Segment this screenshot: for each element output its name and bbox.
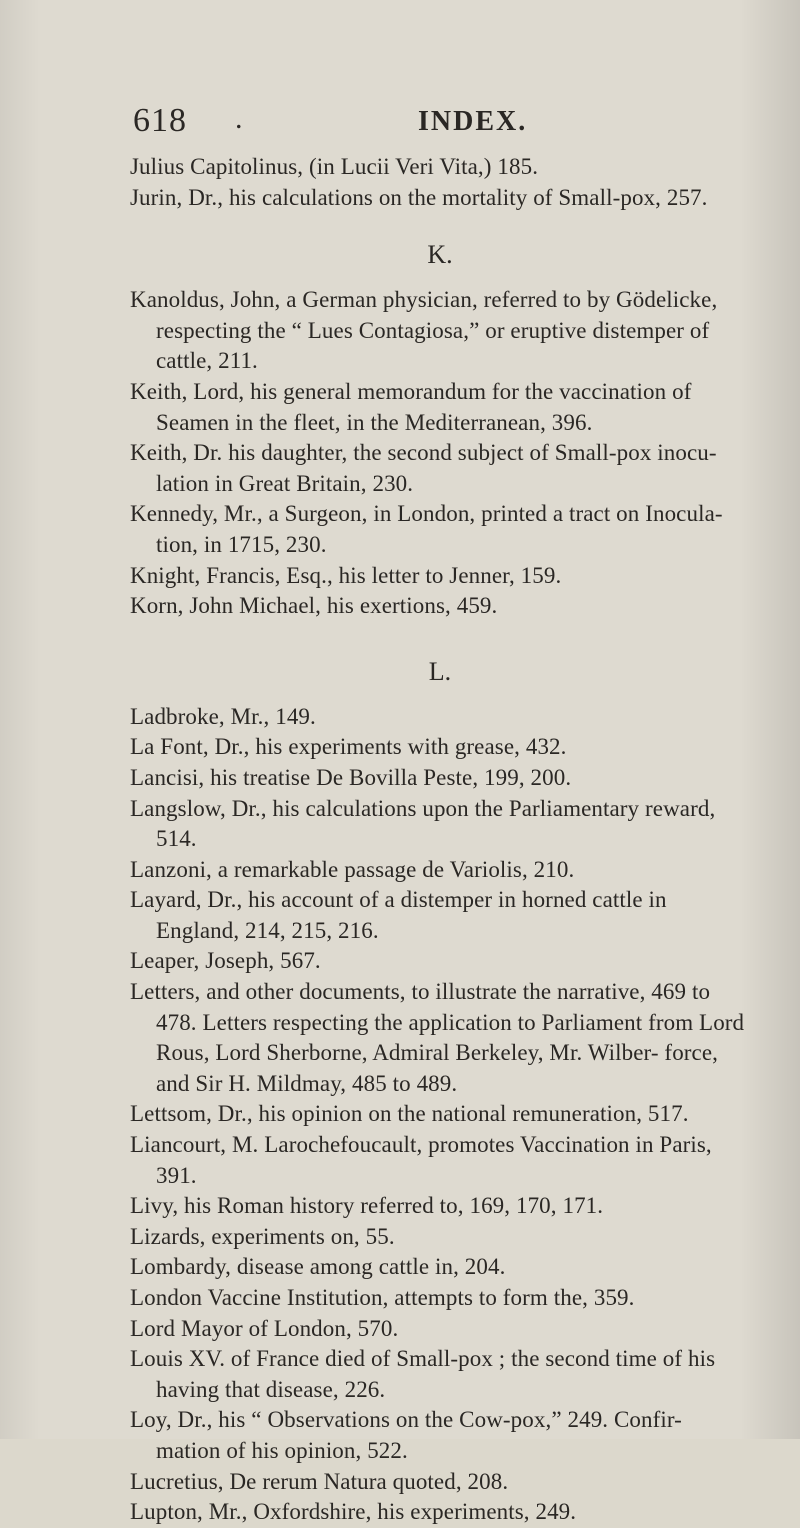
index-entry: Lanzoni, a remarkable passage de Variolis, 210. xyxy=(130,856,575,882)
index-entry: Jurin, Dr., his calculations on the mortality of Small-pox, 257. xyxy=(130,184,708,210)
index-entry: Korn, John Michael, his exertions, 459. xyxy=(130,593,498,619)
index-entry: London Vaccine Institution, attempts to form the, 359. xyxy=(130,1285,635,1310)
index-content xyxy=(130,152,750,1528)
page-number: 618 xyxy=(133,102,187,139)
section-letter-k: K. xyxy=(427,240,453,270)
index-entry: Layard, Dr., his account of a distemper in horned cattle in England, 214, 215, 216. xyxy=(130,887,667,943)
section-letter-l: L. xyxy=(428,656,452,686)
index-entry: Lord Mayor of London, 570. xyxy=(130,1315,399,1341)
index-entry: Keith, Lord, his general memorandum for the vaccination of Seamen in the fleet, in the Mediterranean, 396. xyxy=(130,378,692,435)
running-head: INDEX. xyxy=(418,106,528,137)
index-entry: Lupton, Mr., Oxfordshire, his experiments, 249. xyxy=(130,1499,577,1525)
index-entry: Langslow, Dr., his calculations upon the Parliamentary reward, 514. xyxy=(130,795,716,852)
header-separator: . xyxy=(235,102,243,135)
index-entry: La Font, Dr., his experiments with grease, 432. xyxy=(130,734,567,760)
index-entry: Loy, Dr., his “ Observations on the Cow-pox,” 249. Confir- mation of his opinion, 522. xyxy=(130,1407,682,1463)
index-entry: Ladbroke, Mr., 149. xyxy=(130,703,316,729)
index-entry: Letters, and other documents, to illustrate the narrative, 469 to 478. Letters respecting the application to Parliament from Lord Rous, Lord Sherborne, Admiral Berkeley, Mr. Wilber- force, and Sir H. Mildmay, 485 to 489. xyxy=(130,979,745,1096)
index-entry: Lucretius, De rerum Natura quoted, 208. xyxy=(130,1468,509,1494)
index-entry: Lombardy, disease among cattle in, 204. xyxy=(130,1254,506,1280)
index-entry: Kennedy, Mr., a Surgeon, in London, printed a tract on Inocula- tion, in 1715, 230. xyxy=(130,501,723,557)
section-k xyxy=(130,213,750,622)
section-l xyxy=(130,622,750,1528)
index-entry: Liancourt, M. Larochefoucault, promotes Vaccination in Paris, 391. xyxy=(130,1132,712,1188)
index-entry: Lizards, experiments on, 55. xyxy=(130,1223,395,1249)
index-entry: Julius Capitolinus, (in Lucii Veri Vita,) 185. xyxy=(130,154,539,179)
index-entry: Lancisi, his treatise De Bovilla Peste, 199, 200. xyxy=(130,764,572,790)
index-entry: Leaper, Joseph, 567. xyxy=(130,948,321,974)
section-j xyxy=(130,152,750,213)
index-entry: Louis XV. of France died of Small-pox ; the second time of his having that disease, 226. xyxy=(130,1346,716,1402)
index-entry: Knight, Francis, Esq., his letter to Jenner, 159. xyxy=(130,562,562,588)
page-header xyxy=(133,102,733,142)
index-entry: Kanoldus, John, a German physician, referred to by Gödelicke, respecting the “ Lues Contagiosa,” or eruptive distemper of cattle, 211. xyxy=(130,287,718,374)
index-entry: Keith, Dr. his daughter, the second subject of Small-pox inocu- lation in Great Britain, 230. xyxy=(130,440,717,496)
index-entry: Lettsom, Dr., his opinion on the national remuneration, 517. xyxy=(130,1101,689,1127)
index-entry: Livy, his Roman history referred to, 169, 170, 171. xyxy=(130,1193,604,1219)
